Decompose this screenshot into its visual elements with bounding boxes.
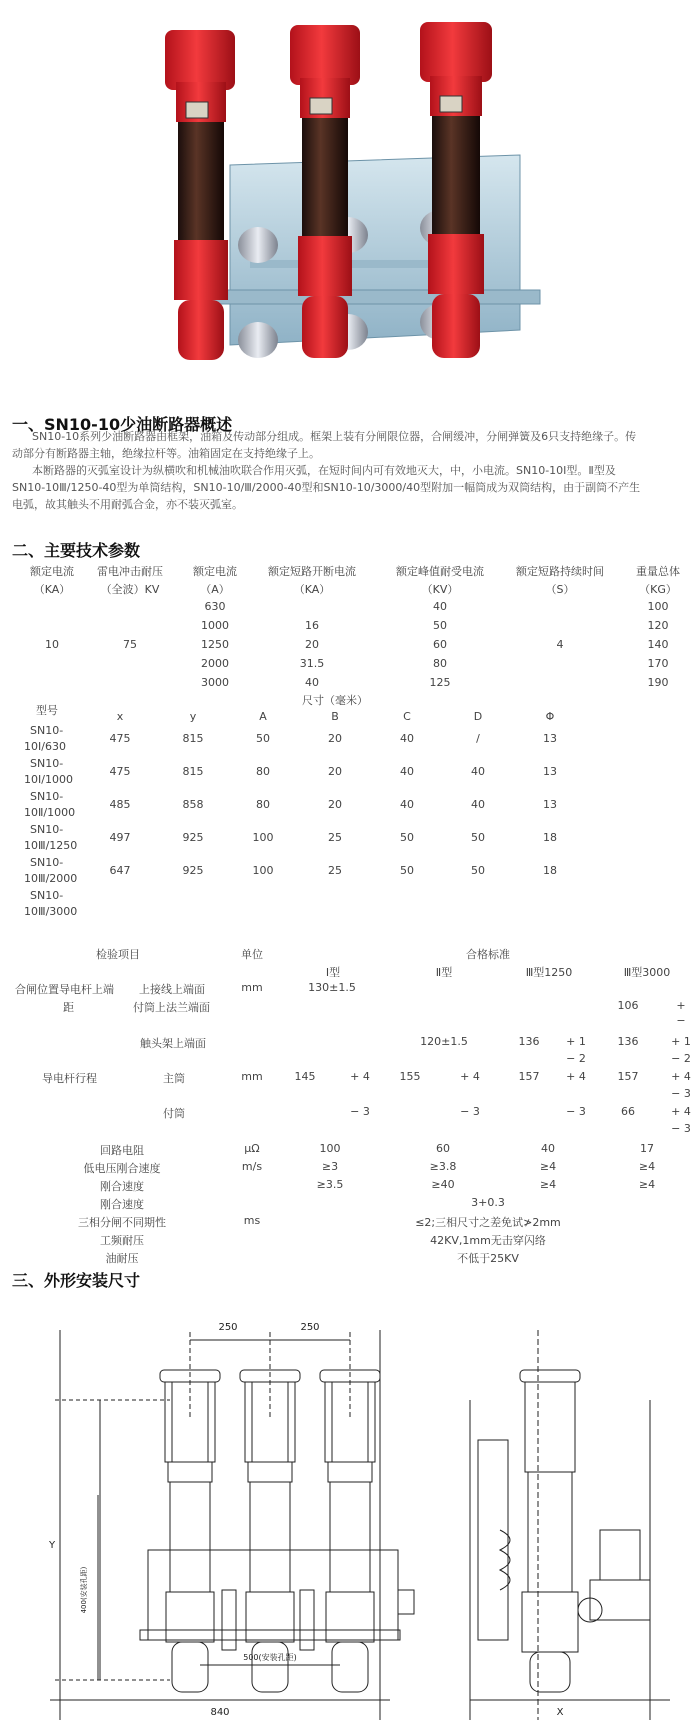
insp-value: 3+0.3 bbox=[471, 1196, 505, 1209]
table-cell: 80 bbox=[433, 657, 447, 670]
insp-tol: − 3 bbox=[671, 1122, 691, 1135]
insp-value: 40 bbox=[541, 1142, 555, 1155]
header-unit: （KV） bbox=[421, 583, 459, 596]
insp-value: 42KV,1mm无击穿闪络 bbox=[430, 1234, 546, 1247]
insp-unit: m/s bbox=[241, 1160, 263, 1173]
insp-label: 付筒 bbox=[163, 1107, 185, 1120]
insp-tol: − 2 bbox=[566, 1052, 586, 1065]
header-unit: （KG） bbox=[639, 583, 677, 596]
table-cell: 170 bbox=[647, 657, 669, 670]
header-cell: 额定短路持续时间 bbox=[516, 565, 604, 578]
dims-cell: 925 bbox=[182, 831, 204, 844]
insp-value: 136 bbox=[518, 1035, 540, 1048]
insp-value: ≥4 bbox=[638, 1160, 656, 1173]
insp-value: ≤2;三相尺寸之差免试≯2mm bbox=[415, 1216, 561, 1229]
table-cell: 1000 bbox=[201, 619, 229, 632]
dims-cell: 13 bbox=[543, 765, 557, 778]
installation-drawing bbox=[0, 1290, 700, 1724]
insp-value: 157 bbox=[518, 1070, 540, 1083]
table-cell: 1250 bbox=[201, 638, 229, 651]
header-cell: 额定峰值耐受电流 bbox=[396, 565, 484, 578]
table-cell: 190 bbox=[647, 676, 669, 689]
dims-cell: 50 bbox=[400, 864, 414, 877]
dims-cell: 925 bbox=[182, 864, 204, 877]
dims-header: C bbox=[403, 710, 411, 723]
table-cell: 60 bbox=[433, 638, 447, 651]
dim-500: 500(安装孔距) bbox=[243, 1653, 297, 1662]
insp-label: 触头架上端面 bbox=[140, 1037, 206, 1050]
insp-value: ≥3.8 bbox=[429, 1160, 457, 1173]
dims-cell: 50 bbox=[400, 831, 414, 844]
insp-header: 单位 bbox=[241, 948, 263, 961]
insp-value: 130±1.5 bbox=[308, 981, 356, 994]
insp-value: 157 bbox=[617, 1070, 639, 1083]
insp-tol: + 1 bbox=[566, 1035, 586, 1048]
insp-tol: + 1 bbox=[671, 1035, 691, 1048]
insp-value: 100 bbox=[319, 1142, 341, 1155]
insp-tol: − 3 bbox=[460, 1105, 480, 1118]
table-cell: 75 bbox=[123, 638, 137, 651]
model-name: SN10- bbox=[30, 823, 64, 836]
dims-cell: 13 bbox=[543, 732, 557, 745]
model-name: 10Ⅱ/1000 bbox=[24, 806, 76, 819]
header-unit: （KA） bbox=[33, 583, 71, 596]
insp-tol: + 4 bbox=[671, 1070, 691, 1083]
insp-value: 136 bbox=[617, 1035, 639, 1048]
insp-value: ≥4 bbox=[638, 1178, 656, 1191]
header-unit: （KA） bbox=[293, 583, 331, 596]
dims-cell: 40 bbox=[400, 798, 414, 811]
insp-label: 回路电阻 bbox=[100, 1144, 144, 1157]
insp-value: ≥3.5 bbox=[316, 1178, 344, 1191]
section-2-title: 二、主要技术参数 bbox=[12, 541, 141, 560]
header-unit: （S） bbox=[545, 583, 575, 596]
section-1-line: 电弧，故其触头不用耐弧合金，亦不装灭弧室。 bbox=[12, 498, 243, 511]
dims-cell: 80 bbox=[256, 798, 270, 811]
dims-cell: 20 bbox=[328, 798, 342, 811]
table-cell: 100 bbox=[647, 600, 669, 613]
insp-tol: + bbox=[676, 999, 686, 1012]
dims-cell: 858 bbox=[182, 798, 204, 811]
dims-cell: 497 bbox=[109, 831, 131, 844]
header-cell: 额定电流 bbox=[30, 565, 74, 578]
dims-cell: 25 bbox=[328, 864, 342, 877]
model-name: 10Ⅲ/3000 bbox=[24, 905, 78, 918]
dims-cell: 100 bbox=[252, 864, 274, 877]
table-cell: 40 bbox=[433, 600, 447, 613]
insp-tol: − 3 bbox=[671, 1087, 691, 1100]
dims-cell: 80 bbox=[256, 765, 270, 778]
insp-value: ≥4 bbox=[539, 1178, 557, 1191]
model-name: SN10- bbox=[30, 790, 64, 803]
drawing-pole bbox=[160, 1370, 220, 1692]
dims-header: D bbox=[473, 710, 483, 723]
table-cell: 16 bbox=[305, 619, 319, 632]
section-3-title: 三、外形安装尺寸 bbox=[12, 1271, 141, 1290]
table-cell: 20 bbox=[305, 638, 319, 651]
insp-value: ≥40 bbox=[431, 1178, 455, 1191]
table-cell: 140 bbox=[647, 638, 669, 651]
dims-cell: 815 bbox=[182, 732, 204, 745]
insp-label: 刚合速度 bbox=[100, 1198, 144, 1211]
insp-unit: ms bbox=[243, 1214, 261, 1227]
insp-tol: + 4 bbox=[350, 1070, 370, 1083]
insp-label: 距 bbox=[63, 1001, 74, 1014]
insp-tol: − bbox=[676, 1014, 686, 1027]
dims-cell: 485 bbox=[109, 798, 131, 811]
table-cell: 40 bbox=[305, 676, 319, 689]
dims-header: x bbox=[116, 710, 124, 723]
dim-y: Y bbox=[48, 1540, 56, 1551]
insp-label: 导电杆行程 bbox=[42, 1072, 97, 1085]
table-cell: 10 bbox=[45, 638, 59, 651]
insp-value: 17 bbox=[640, 1142, 654, 1155]
model-name: SN10- bbox=[30, 724, 64, 737]
insp-unit: μΩ bbox=[244, 1142, 260, 1155]
insp-tol: + 4 bbox=[460, 1070, 480, 1083]
dims-cell: 50 bbox=[471, 864, 485, 877]
insp-header: Ⅲ型3000 bbox=[623, 966, 671, 979]
insp-unit: mm bbox=[241, 981, 263, 994]
table-cell: 630 bbox=[204, 600, 226, 613]
table-cell: 3000 bbox=[201, 676, 229, 689]
insp-label: 三相分闸不同期性 bbox=[78, 1216, 166, 1229]
dims-cell: 815 bbox=[182, 765, 204, 778]
dim-x: X bbox=[556, 1707, 564, 1718]
dims-caption: 尺寸（毫米） bbox=[302, 694, 368, 707]
dims-cell: 50 bbox=[471, 831, 485, 844]
dims-cell: 475 bbox=[109, 732, 131, 745]
header-cell: 额定短路开断电流 bbox=[268, 565, 356, 578]
insp-label: 上接线上端面 bbox=[139, 983, 205, 996]
dims-header: B bbox=[331, 710, 339, 723]
header-cell: 额定电流 bbox=[193, 565, 237, 578]
dims-cell: 40 bbox=[400, 765, 414, 778]
dims-cell: 18 bbox=[543, 831, 557, 844]
model-header: 型号 bbox=[36, 704, 58, 717]
dims-cell: 40 bbox=[471, 798, 485, 811]
insp-header: Ⅲ型1250 bbox=[525, 966, 573, 979]
dims-cell: 40 bbox=[471, 765, 485, 778]
insp-value: 120±1.5 bbox=[420, 1035, 468, 1048]
model-name: SN10- bbox=[30, 856, 64, 869]
drawing-pole bbox=[320, 1370, 380, 1692]
dim-250-right: 250 bbox=[300, 1322, 320, 1333]
insp-tol: + 4 bbox=[566, 1070, 586, 1083]
dims-cell: 647 bbox=[109, 864, 131, 877]
insp-tol: − 2 bbox=[671, 1052, 691, 1065]
header-unit: （A） bbox=[200, 583, 230, 596]
insp-tol: − 3 bbox=[566, 1105, 586, 1118]
header-cell: 雷电冲击耐压 bbox=[97, 565, 163, 578]
insp-value: ≥3 bbox=[321, 1160, 339, 1173]
insp-label: 油耐压 bbox=[105, 1252, 139, 1265]
insp-value: 145 bbox=[294, 1070, 316, 1083]
insp-label: 付筒上法兰端面 bbox=[133, 1001, 210, 1014]
insp-value: ≥4 bbox=[539, 1160, 557, 1173]
insp-header: 检验项目 bbox=[96, 948, 140, 961]
section-1-line: SN10-10Ⅲ/1250-40型为单筒结构，SN10-10/Ⅲ/2000-40型和SN10-10/3000/40型附加一幅筒成为双筒结构，由于副筒不产生 bbox=[12, 481, 641, 494]
table-cell: 50 bbox=[433, 619, 447, 632]
insp-label: 低电压刚合速度 bbox=[83, 1162, 161, 1175]
insp-label: 主筒 bbox=[163, 1072, 185, 1085]
table-cell: 125 bbox=[429, 676, 451, 689]
dims-cell: 13 bbox=[543, 798, 557, 811]
header-cell: 重量总体 bbox=[636, 565, 680, 578]
insp-label: 工频耐压 bbox=[100, 1234, 144, 1247]
dims-cell: / bbox=[476, 732, 480, 745]
dim-400: 400(安装孔距) bbox=[80, 1566, 88, 1614]
dims-cell: 20 bbox=[328, 732, 342, 745]
table-cell: 2000 bbox=[201, 657, 229, 670]
dims-cell: 475 bbox=[109, 765, 131, 778]
section-1-line: 动部分有断路器主轴，绝缘拉杆等。油箱固定在支持绝缘子上。 bbox=[12, 447, 320, 460]
dim-250-left: 250 bbox=[218, 1322, 238, 1333]
insp-value: 155 bbox=[399, 1070, 421, 1083]
model-name: 10Ⅰ/1000 bbox=[24, 773, 73, 786]
table-cell: 4 bbox=[556, 638, 564, 651]
model-name: 10Ⅰ/630 bbox=[24, 740, 66, 753]
dims-header: Φ bbox=[545, 710, 555, 723]
insp-value: 106 bbox=[617, 999, 639, 1012]
insp-label: 刚合速度 bbox=[100, 1180, 144, 1193]
table-cell: 31.5 bbox=[299, 657, 325, 670]
dims-cell: 40 bbox=[400, 732, 414, 745]
insp-value: 60 bbox=[436, 1142, 450, 1155]
header-unit: （全波）KV bbox=[100, 583, 160, 596]
table-cell: 120 bbox=[647, 619, 669, 632]
model-name: SN10- bbox=[30, 889, 64, 902]
dims-header: y bbox=[189, 710, 197, 723]
insp-header: Ⅱ型 bbox=[435, 966, 453, 979]
insp-value: 不低于25KV bbox=[457, 1252, 519, 1265]
dims-cell: 18 bbox=[543, 864, 557, 877]
dims-cell: 20 bbox=[328, 765, 342, 778]
insp-header: 合格标准 bbox=[466, 948, 510, 961]
insp-value: 66 bbox=[621, 1105, 635, 1118]
dims-cell: 50 bbox=[256, 732, 270, 745]
section-1-title: 一、SN10-10少油断路器概述 bbox=[12, 415, 233, 434]
section-1-line: SN10-10系列少油断路器由框架，油箱及传动部分组成。框架上装有分闸限位器，合闸缓冲，分闸弹簧及6只支持绝缘子。传 bbox=[32, 430, 637, 443]
drawing-pole bbox=[240, 1370, 300, 1692]
model-name: 10Ⅲ/1250 bbox=[24, 839, 78, 852]
insp-header: Ⅰ型 bbox=[325, 966, 341, 979]
dim-840: 840 bbox=[210, 1707, 230, 1718]
model-name: 10Ⅲ/2000 bbox=[24, 872, 78, 885]
dims-cell: 25 bbox=[328, 831, 342, 844]
insp-tol: − 3 bbox=[350, 1105, 370, 1118]
dims-header: A bbox=[259, 710, 267, 723]
model-name: SN10- bbox=[30, 757, 64, 770]
dims-cell: 100 bbox=[252, 831, 274, 844]
insp-label: 合闸位置导电杆上端 bbox=[15, 983, 114, 996]
section-1-line: 本断路器的灭弧室设计为纵横吹和机械油吹联合作用灭弧，在短时间内可有效地灭大，中，小电流。SN10-10Ⅰ型。Ⅱ型及 bbox=[32, 464, 616, 477]
insp-unit: mm bbox=[241, 1070, 263, 1083]
insp-tol: + 4 bbox=[671, 1105, 691, 1118]
